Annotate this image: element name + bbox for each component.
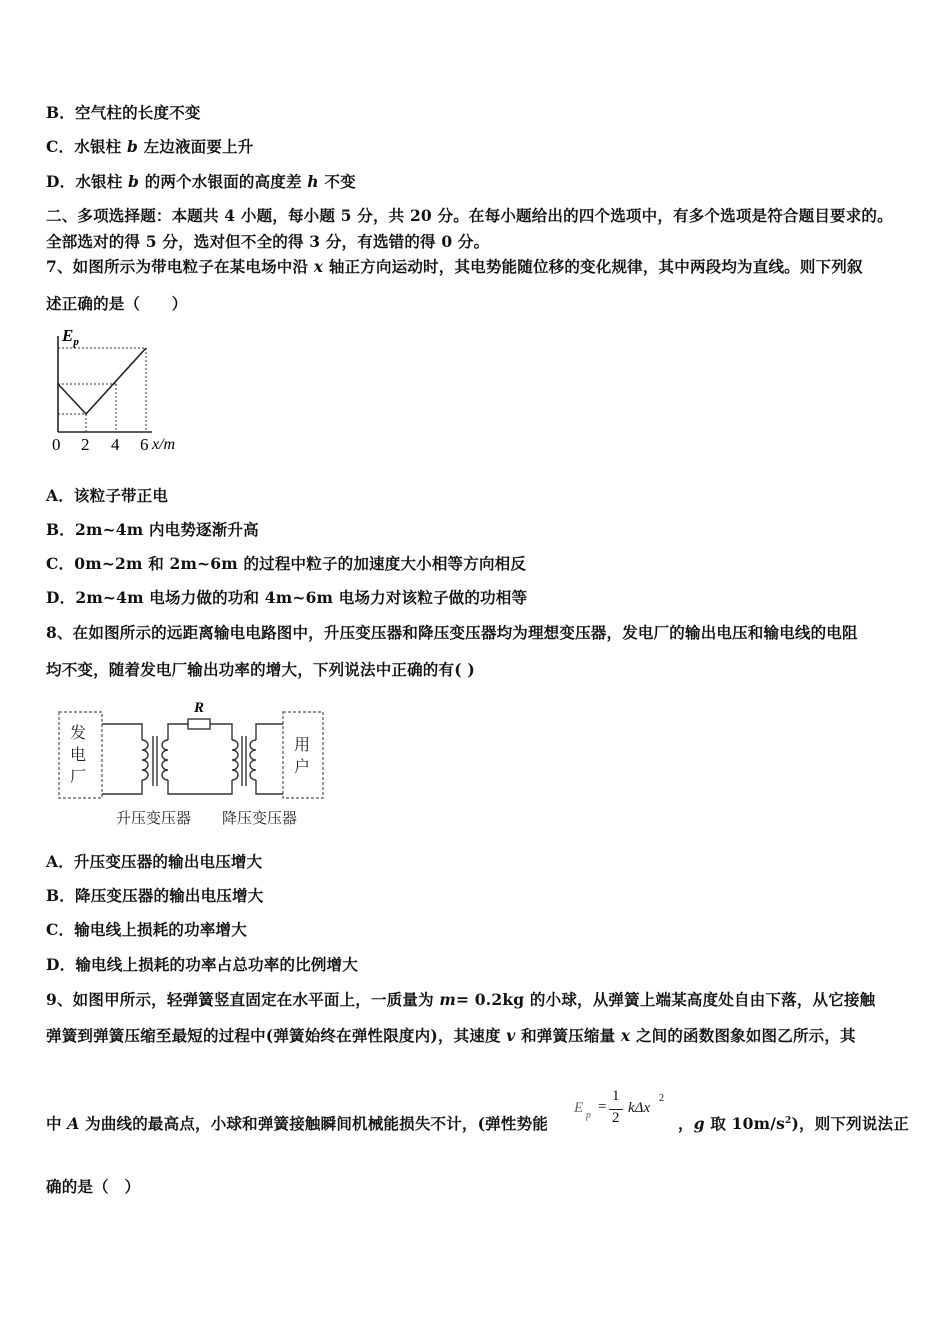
q9-s1-pre: 9、如图甲所示，轻弹簧竖直固定在水平面上，一质量为 [46,990,440,1009]
q9-s3-post2: 取 10m/s [704,1114,786,1133]
q6-c-var: b [126,137,138,156]
q9-stem-line1 [46,988,875,1010]
q7-ep-graph [44,322,194,458]
user-box [283,712,323,798]
q7-stem-line1 [46,255,863,277]
q8-option-a: A．升压变压器的输出电压增大 [46,852,263,871]
q9-s3-post3: )，则下列说法正 [791,1114,909,1133]
tick-6: 6 [140,435,149,454]
q7-stem-var: x [313,257,324,276]
plant-char-2: 电 [70,745,87,764]
user-char-2: 户 [294,757,311,776]
q9-s3-var: A [67,1114,80,1133]
q6-c-pre: C．水银柱 [46,137,127,156]
q9-stem-line3-left [46,1112,548,1134]
q9-s1-post: = 0.2kg 的小球，从弹簧上端某高度处自由下落，从它接触 [456,990,876,1009]
q6-option-b: B．空气柱的长度不变 [46,103,201,122]
q9-s3-pre: 中 [46,1114,68,1133]
q9-s3-sup: 2 [785,1115,792,1126]
formula-sup: 2 [659,1093,664,1104]
q8-option-d: D．输电线上损耗的功率占总功率的比例增大 [46,955,358,974]
q8-circuit-diagram [54,694,334,832]
q6-option-d [46,170,356,192]
q7-option-b: B．2m~4m 内电势逐渐升高 [46,520,259,539]
formula-num: 1 [612,1088,620,1104]
plant-char-3: 厂 [70,767,87,786]
circuit-wires [102,724,283,794]
q7-option-c: C．0m~2m 和 2m~6m 的过程中粒子的加速度大小相等方向相反 [46,554,527,573]
q9-stem-line2 [46,1024,856,1046]
ep-line [58,348,146,414]
q9-stem-line4: 确的是（ ） [46,1177,141,1196]
q7-option-d: D．2m~4m 电场力做的功和 4m~6m 电场力对该粒子做的功相等 [46,588,528,607]
user-char-1: 用 [294,735,311,754]
q6-option-c [46,135,253,157]
q9-s2-mid: 和弹簧压缩量 [515,1026,621,1045]
formula-sub: p [586,1110,591,1121]
q6-d-var: b [128,172,140,191]
q6-d-pre: D．水银柱 [46,172,129,191]
q9-stem-line3-right [678,1112,909,1134]
q6-c-post: 左边液面要上升 [137,137,254,156]
q7-option-a: A．该粒子带正电 [46,486,169,505]
dashed-guides [58,348,146,432]
plant-char-1: 发 [70,723,87,742]
q8-stem-line2: 均不变，随着发电厂输出功率的增大，下列说法中正确的有( ) [46,660,475,679]
step-down-label: 降压变压器 [222,809,298,827]
formula-eq: = [598,1099,607,1115]
q8-stem-line1: 8、在如图所示的远距离输电电路图中，升压变压器和降压变压器均为理想变压器，发电厂的输出电压和输电线的电阻 [46,623,858,642]
q9-s2-pre: 弹簧到弹簧压缩至最短的过程中(弹簧始终在弹性限度内)，其速度 [46,1026,507,1045]
q9-s3-var3: g [693,1114,705,1133]
resistor [188,719,210,729]
q7-stem-pre: 7、如图所示为带电粒子在某电场中沿 [46,257,314,276]
q6-d-post: 不变 [318,172,356,191]
x-axis-label: x/m [152,436,176,453]
ep-axis-label: $E_p$ [62,326,79,348]
section2-line2: 全部选对的得 5 分，选对但不全的得 3 分，有选错的得 0 分。 [46,232,490,251]
q8-option-c: C．输电线上损耗的功率增大 [46,920,247,939]
q9-s2-var2: x [620,1026,631,1045]
transformer-cores [153,736,246,786]
q9-s3-mid: 为曲线的最高点，小球和弹簧接触瞬间机械能损失不计，(弹性势能 [79,1114,548,1133]
q7-stem-post: 轴正方向运动时，其电势能随位移的变化规律，其中两段均为直线。则下列叙 [323,257,863,276]
q9-s3-post1: ， [678,1114,694,1133]
tick-2: 2 [81,435,90,454]
q6-d-var2: h [307,172,319,191]
tick-4: 4 [111,435,120,454]
section2-line1: 二、多项选择题：本题共 4 小题，每小题 5 分，共 20 分。在每小题给出的四个选项中，有多个选项是符合题目要求的。 [46,206,893,225]
q9-s1-var: m [439,990,456,1009]
formula-e: E [574,1100,584,1116]
resistor-label: R [194,700,205,716]
q7-stem-line2: 述正确的是（ ） [46,294,188,313]
q9-s2-post: 之间的函数图象如图乙所示，其 [630,1026,856,1045]
q8-option-b: B．降压变压器的输出电压增大 [46,886,264,905]
q6-d-mid: 的两个水银面的高度差 [139,172,308,191]
formula-rest: kΔx [628,1100,651,1116]
formula-den: 2 [612,1110,620,1126]
elastic-energy-formula [574,1088,674,1140]
step-up-label: 升压变压器 [116,809,192,827]
tick-0: 0 [52,435,61,454]
q9-s2-var: v [506,1026,516,1045]
